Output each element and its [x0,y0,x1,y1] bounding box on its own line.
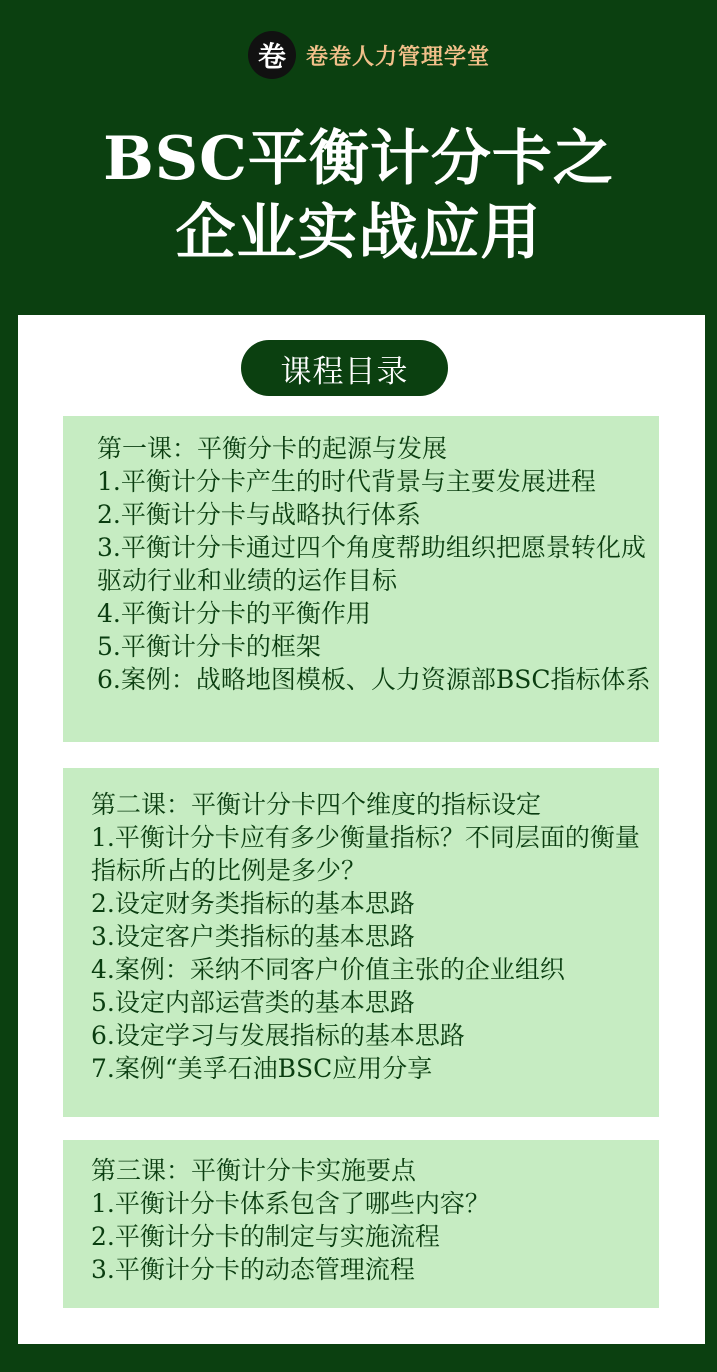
list-item: 1.平衡计分卡应有多少衡量指标？不同层面的衡量指标所占的比例是多少？ [91,823,640,885]
toc-badge: 课程目录 [241,340,448,396]
list-item: 3.平衡计分卡通过四个角度帮助组织把愿景转化成驱动行业和业绩的运作目标 [97,533,646,595]
list-item: 7.案例“美孚石油BSC应用分享 [91,1054,433,1083]
list-item: 6.案例：战略地图模板、人力资源部BSC指标体系 [97,665,651,694]
list-item: 5.设定内部运营类的基本思路 [91,988,415,1017]
list-item: 2.平衡计分卡的制定与实施流程 [91,1222,440,1251]
list-item: 3.平衡计分卡的动态管理流程 [91,1255,415,1284]
list-item: 1.平衡计分卡产生的时代背景与主要发展进程 [97,467,596,496]
lesson-card-1 [63,416,659,742]
list-item: 4.案例：采纳不同客户价值主张的企业组织 [91,955,565,984]
lesson-heading: 第一课：平衡分卡的起源与发展 [97,434,448,463]
lesson-heading: 第二课：平衡计分卡四个维度的指标设定 [91,790,542,819]
title-line-2: 企业实战应用 [175,198,542,268]
brand-name: 卷卷人力管理学堂 [306,44,491,70]
title-line-1: BSC平衡计分卡之 [103,124,614,194]
list-item: 2.平衡计分卡与战略执行体系 [97,500,421,529]
list-item: 2.设定财务类指标的基本思路 [91,889,415,918]
brand [248,30,490,80]
list-item: 1.平衡计分卡体系包含了哪些内容？ [91,1189,490,1218]
lesson-card-3 [63,1140,659,1308]
list-item: 6.设定学习与发展指标的基本思路 [91,1021,465,1050]
page-title [0,122,717,270]
list-item: 3.设定客户类指标的基本思路 [91,922,415,951]
list-item: 5.平衡计分卡的框架 [97,632,321,661]
brand-logo-icon: 卷 [248,31,296,79]
lesson-card-2 [63,768,659,1117]
list-item: 4.平衡计分卡的平衡作用 [97,599,371,628]
lesson-heading: 第三课：平衡计分卡实施要点 [91,1156,417,1185]
